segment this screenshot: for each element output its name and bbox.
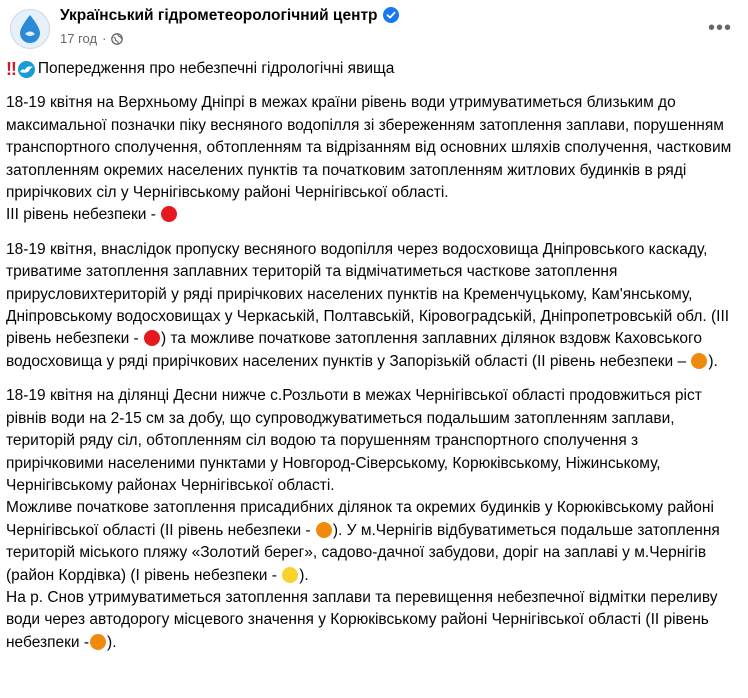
orange-circle-icon xyxy=(90,634,106,650)
headline-text: Попередження про небезпечні гідрологічні явища xyxy=(37,60,395,77)
page-name[interactable]: Український гідрометеорологічний центр xyxy=(60,7,378,24)
paragraph-dnipro-cascade: 18-19 квітня, внаслідок пропуску весняного водопілля через водосховища Дніпровського каскаду, триватиме затоплення заплавних територій та відмічатиметься часткове затоплення прирусловихтериторій у ряді прирічкових населених пунктів на Кременчуцькому, Кам'янському, Дніпровському водосховищах у Черкаській, Полтавській, Кіровоградській, Дніпропетровській обл. (ІІІ рівень небезпеки - ) та можливе початкове затоплення заплавних ділянок вздовж Каховського водосховища у ряді прирічкових населених пунктів у Запорізькій області (ІІ рівень небезпеки – ). xyxy=(6,240,730,370)
orange-circle-icon xyxy=(316,522,332,538)
post-meta: 17 год · xyxy=(60,31,123,46)
globe-icon xyxy=(111,33,123,45)
orange-circle-icon xyxy=(691,353,707,369)
post-headline xyxy=(6,58,736,80)
red-circle-icon xyxy=(144,330,160,346)
avatar[interactable] xyxy=(10,9,50,49)
post-header xyxy=(0,0,748,58)
page-name-link[interactable] xyxy=(60,7,399,25)
yellow-circle-icon xyxy=(282,567,298,583)
more-options-icon: ••• xyxy=(707,16,732,39)
water-drop-logo-icon xyxy=(17,14,43,44)
paragraph-upper-dnipro: 18-19 квітня на Верхньому Дніпрі в межах країни рівень води утримуватиметься близьким до максимальної позначки піку весняного водопілля зі збереженням затоплення заплави, порушенням транспортного сполучення, обтопленням та відрізанням від основних шляхів сполучення, частковим затопленням окремих населених пунктів та початковим затопленням житлових будинків в ряді прирічкових сіл у Чернігівському районі Чернігівської області. ІІІ рівень небезпеки - xyxy=(6,94,732,224)
paragraph-desna: 18-19 квітня на ділянці Десни нижче с.Розльоти в межах Чернігівської області продовжиться ріст рівнів води на 2-15 см за добу, що супроводжуватиметься подальшим затопленням заплави, територій ряду сіл, обтопленням сіл водою та порушенням транспортного сполучення з прирічковими населеними пунктами у Новгород-Сіверському, Корюківському, Ніжинському, Чернігівському районах Чернігівської області. Можливе початкове затоплення присадибних ділянок та окремих будинків у Корюківському районі Чернігівської області (ІІ рівень небезпеки - ). У м.Чернігів відбуватиметься подальше затоплення територій міського пляжу «Золотий берег», садово-дачної забудови, доріг на заплаві у м.Чернігів (район Кордівка) (І рівень небезпеки - ). На р. Снов утримуватиметься затоплення заплави та перевищення небезпечної відмітки переливу води через автодорогу місцевого значення у Корюківському районі Чернігівської області (ІІ рівень небезпеки - ). xyxy=(6,387,720,651)
water-wave-icon xyxy=(18,61,35,78)
post-body xyxy=(6,58,736,654)
more-options-button[interactable] xyxy=(702,10,738,46)
verified-badge-icon xyxy=(383,7,399,23)
post-time[interactable]: 17 год xyxy=(60,31,98,46)
double-exclamation-icon: ‼ xyxy=(6,59,14,79)
red-circle-icon xyxy=(161,206,177,222)
